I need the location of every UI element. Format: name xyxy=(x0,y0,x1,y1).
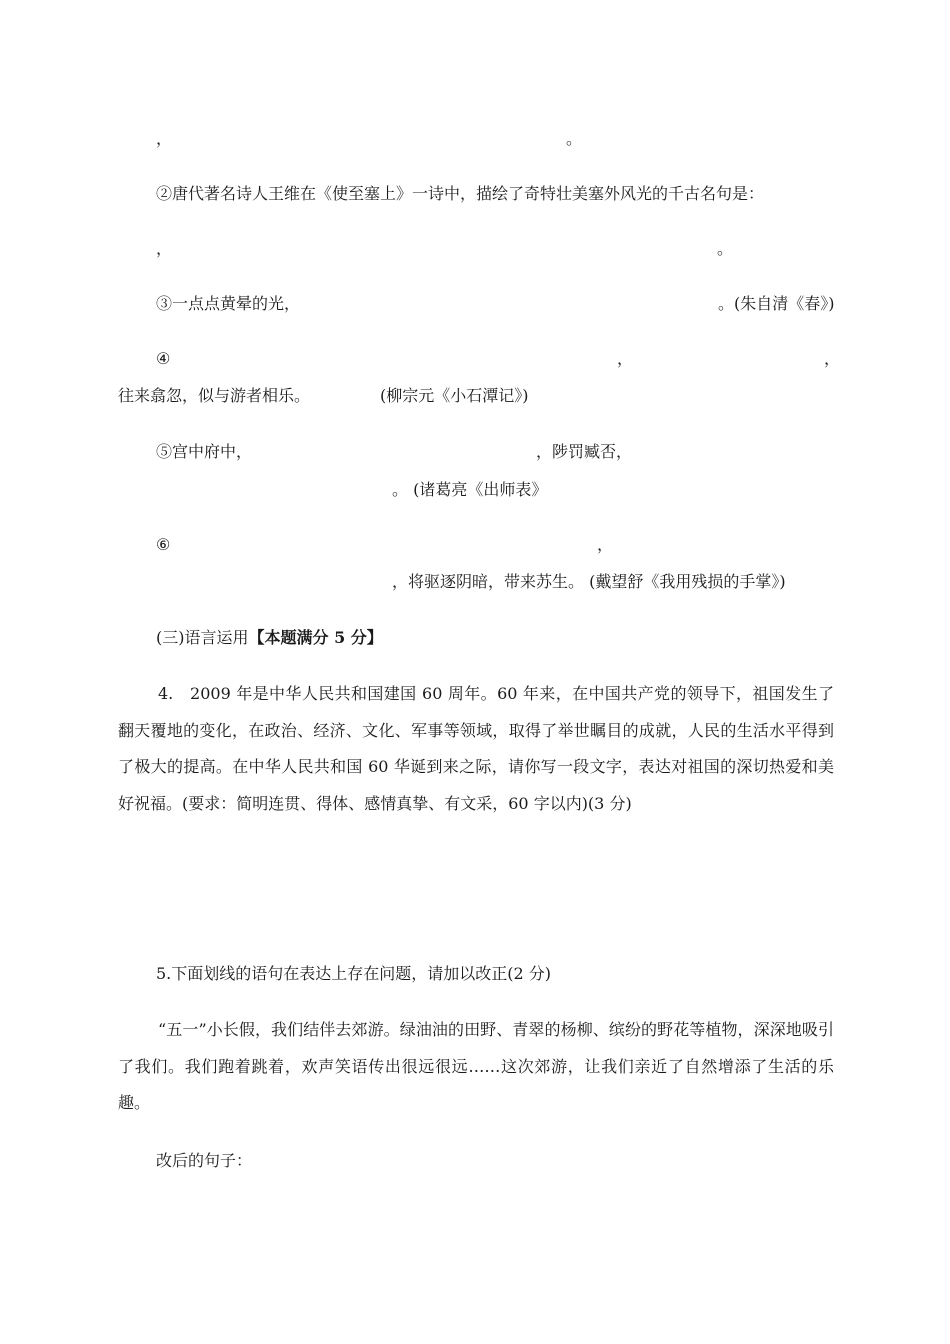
question-5-prompt: 5.下面划线的语句在表达上存在问题，请加以改正(2 分) xyxy=(156,964,552,983)
fill-item-6-mark: ⑥ xyxy=(156,535,171,554)
fill-item-6-comma: ， xyxy=(597,535,614,554)
question-4: 4. 2009 年是中华人民共和国建国 60 周年。60 年来，在中国共产党的领导下，祖国发生了翻天覆地的变化，在政治、经济、文化、军事等领域，取得了举世瞩目的成就，人民的生活水平得到了极大的提高。在中华人民共和国 60 华诞到来之际，请你写一段文字，表达对祖国的深切热爱和美好祝福。(要求：简明连贯、得体、感情真挚、有文采，60 字以内)(3 分) xyxy=(118,684,834,813)
fill-item-4-line-2: 往来翕忽，似与游者相乐。 xyxy=(118,386,311,405)
fill-item-3-end: 。(朱自清《春》) xyxy=(718,294,835,313)
fill-item-5-end: 。 (诸葛亮《出师表》 xyxy=(392,480,548,499)
fill-item-4-comma-2: ， xyxy=(824,349,841,368)
fill-item-2-comma: ， xyxy=(156,239,173,258)
fill-item-2-period: 。 xyxy=(717,239,734,258)
fill-item-4-comma-1: ， xyxy=(617,349,634,368)
section-heading-prefix: (三)语言运用 xyxy=(156,628,249,647)
blank-comma: ， xyxy=(156,129,173,148)
section-heading-score: 【本题满分 5 分】 xyxy=(248,628,383,647)
blank-period: 。 xyxy=(566,129,583,148)
fill-item-3-start: ③一点点黄晕的光， xyxy=(156,294,301,313)
question-5-passage: “五一”小长假，我们结伴去郊游。绿油油的田野、青翠的杨柳、缤纷的野花等植物，深深地吸引了我们。我们跑着跳着，欢声笑语传出很远很远……这次郊游，让我们亲近了自然增添了生活的乐趣。 xyxy=(118,1020,834,1112)
fill-item-2-prompt: ②唐代著名诗人王维在《使至塞上》一诗中，描绘了奇特壮美塞外风光的千古名句是： xyxy=(156,184,765,203)
fill-item-4-source: (柳宗元《小石潭记》) xyxy=(380,386,529,405)
fill-item-6-end: ，将驱逐阴暗，带来苏生。 (戴望舒《我用残损的手掌》) xyxy=(392,572,786,591)
fill-item-5-mid: ，陟罚臧否， xyxy=(536,442,633,461)
section-heading xyxy=(156,627,383,649)
fill-item-4-mark: ④ xyxy=(156,349,171,368)
answer-label: 改后的句子： xyxy=(156,1151,253,1170)
fill-item-5-start: ⑤宫中府中， xyxy=(156,442,253,461)
